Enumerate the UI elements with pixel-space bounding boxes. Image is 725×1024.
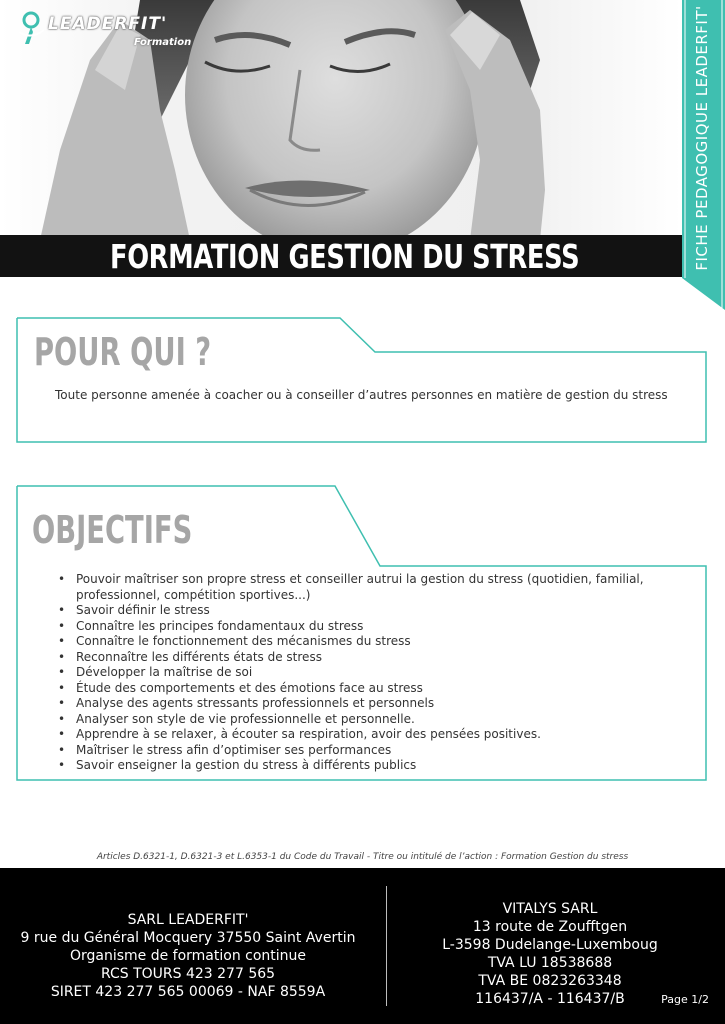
section-heading: OBJECTIFS — [32, 508, 193, 552]
footer-line: TVA BE 0823263348 — [478, 973, 622, 989]
hero-photo — [0, 0, 682, 240]
footer-line: Organisme de formation continue — [69, 948, 307, 964]
footer-line: TVA LU 18538688 — [487, 955, 613, 971]
list-item: • Développer la maîtrise de soi — [58, 665, 668, 681]
objectives-list — [58, 572, 668, 774]
list-item: • Apprendre à se relaxer, à écouter sa respiration, avoir des pensées positives. — [58, 727, 668, 743]
list-item: • Analyser son style de vie professionnelle et personnelle. — [58, 712, 668, 728]
leaderfit-logo — [16, 8, 206, 50]
footer-company-vitalys — [400, 900, 700, 1008]
list-item: • Maîtriser le stress afin d’optimiser ses performances — [58, 743, 668, 759]
list-item: • Connaître le fonctionnement des mécanismes du stress — [58, 634, 668, 650]
section-body: Toute personne amenée à coacher ou à conseiller d’autres personnes en matière de gestion du stress — [55, 388, 668, 402]
list-item: • Analyse des agents stressants professionnels et personnels — [58, 696, 668, 712]
footer-line: VITALYS SARL — [502, 901, 598, 917]
list-item: • Connaître les principes fondamentaux du stress — [58, 619, 668, 635]
title-band — [0, 235, 682, 277]
footer — [0, 868, 725, 1024]
footer-line: 116437/A - 116437/B — [475, 991, 625, 1007]
list-item: • Pouvoir maîtriser son propre stress et conseiller autrui la gestion du stress (quotidien, familial, professionnel, compétition sportives...) — [58, 572, 668, 603]
leaderfit-logo-icon — [16, 10, 46, 46]
page-title: FORMATION GESTION DU STRESS — [110, 237, 580, 276]
legal-notice: Articles D.6321-1, D.6321-3 et L.6353-1 du Code du Travail - Titre ou intitulé de l’action : Formation Gestion du stress — [96, 852, 629, 862]
section-pour-qui — [0, 316, 725, 444]
footer-line: RCS TOURS 423 277 565 — [100, 966, 276, 982]
footer-line: 9 rue du Général Mocquery 37550 Saint Avertin — [20, 930, 356, 946]
logo-brand: LEADERFIT' — [48, 14, 168, 34]
footer-company-leaderfit — [0, 911, 376, 1001]
logo-subtitle: Formation — [134, 37, 192, 48]
footer-divider — [386, 886, 387, 1006]
list-item: • Savoir définir le stress — [58, 603, 668, 619]
footer-line: SIRET 423 277 565 00069 - NAF 8559A — [50, 984, 326, 1000]
list-item: • Reconnaître les différents états de stress — [58, 650, 668, 666]
footer-line: L-3598 Dudelange-Luxemboug — [442, 937, 658, 953]
page-number: Page 1/2 — [661, 993, 709, 1006]
section-heading: POUR QUI ? — [34, 330, 212, 374]
section-objectifs — [0, 484, 725, 782]
list-item: • Savoir enseigner la gestion du stress à différents publics — [58, 758, 668, 774]
footer-line: 13 route de Zoufftgen — [472, 919, 628, 935]
list-item: • Étude des comportements et des émotions face au stress — [58, 681, 668, 697]
footer-line: SARL LEADERFIT' — [127, 912, 249, 928]
side-banner-text: FICHE PEDAGOGIQUE LEADERFIT' — [693, 5, 711, 271]
